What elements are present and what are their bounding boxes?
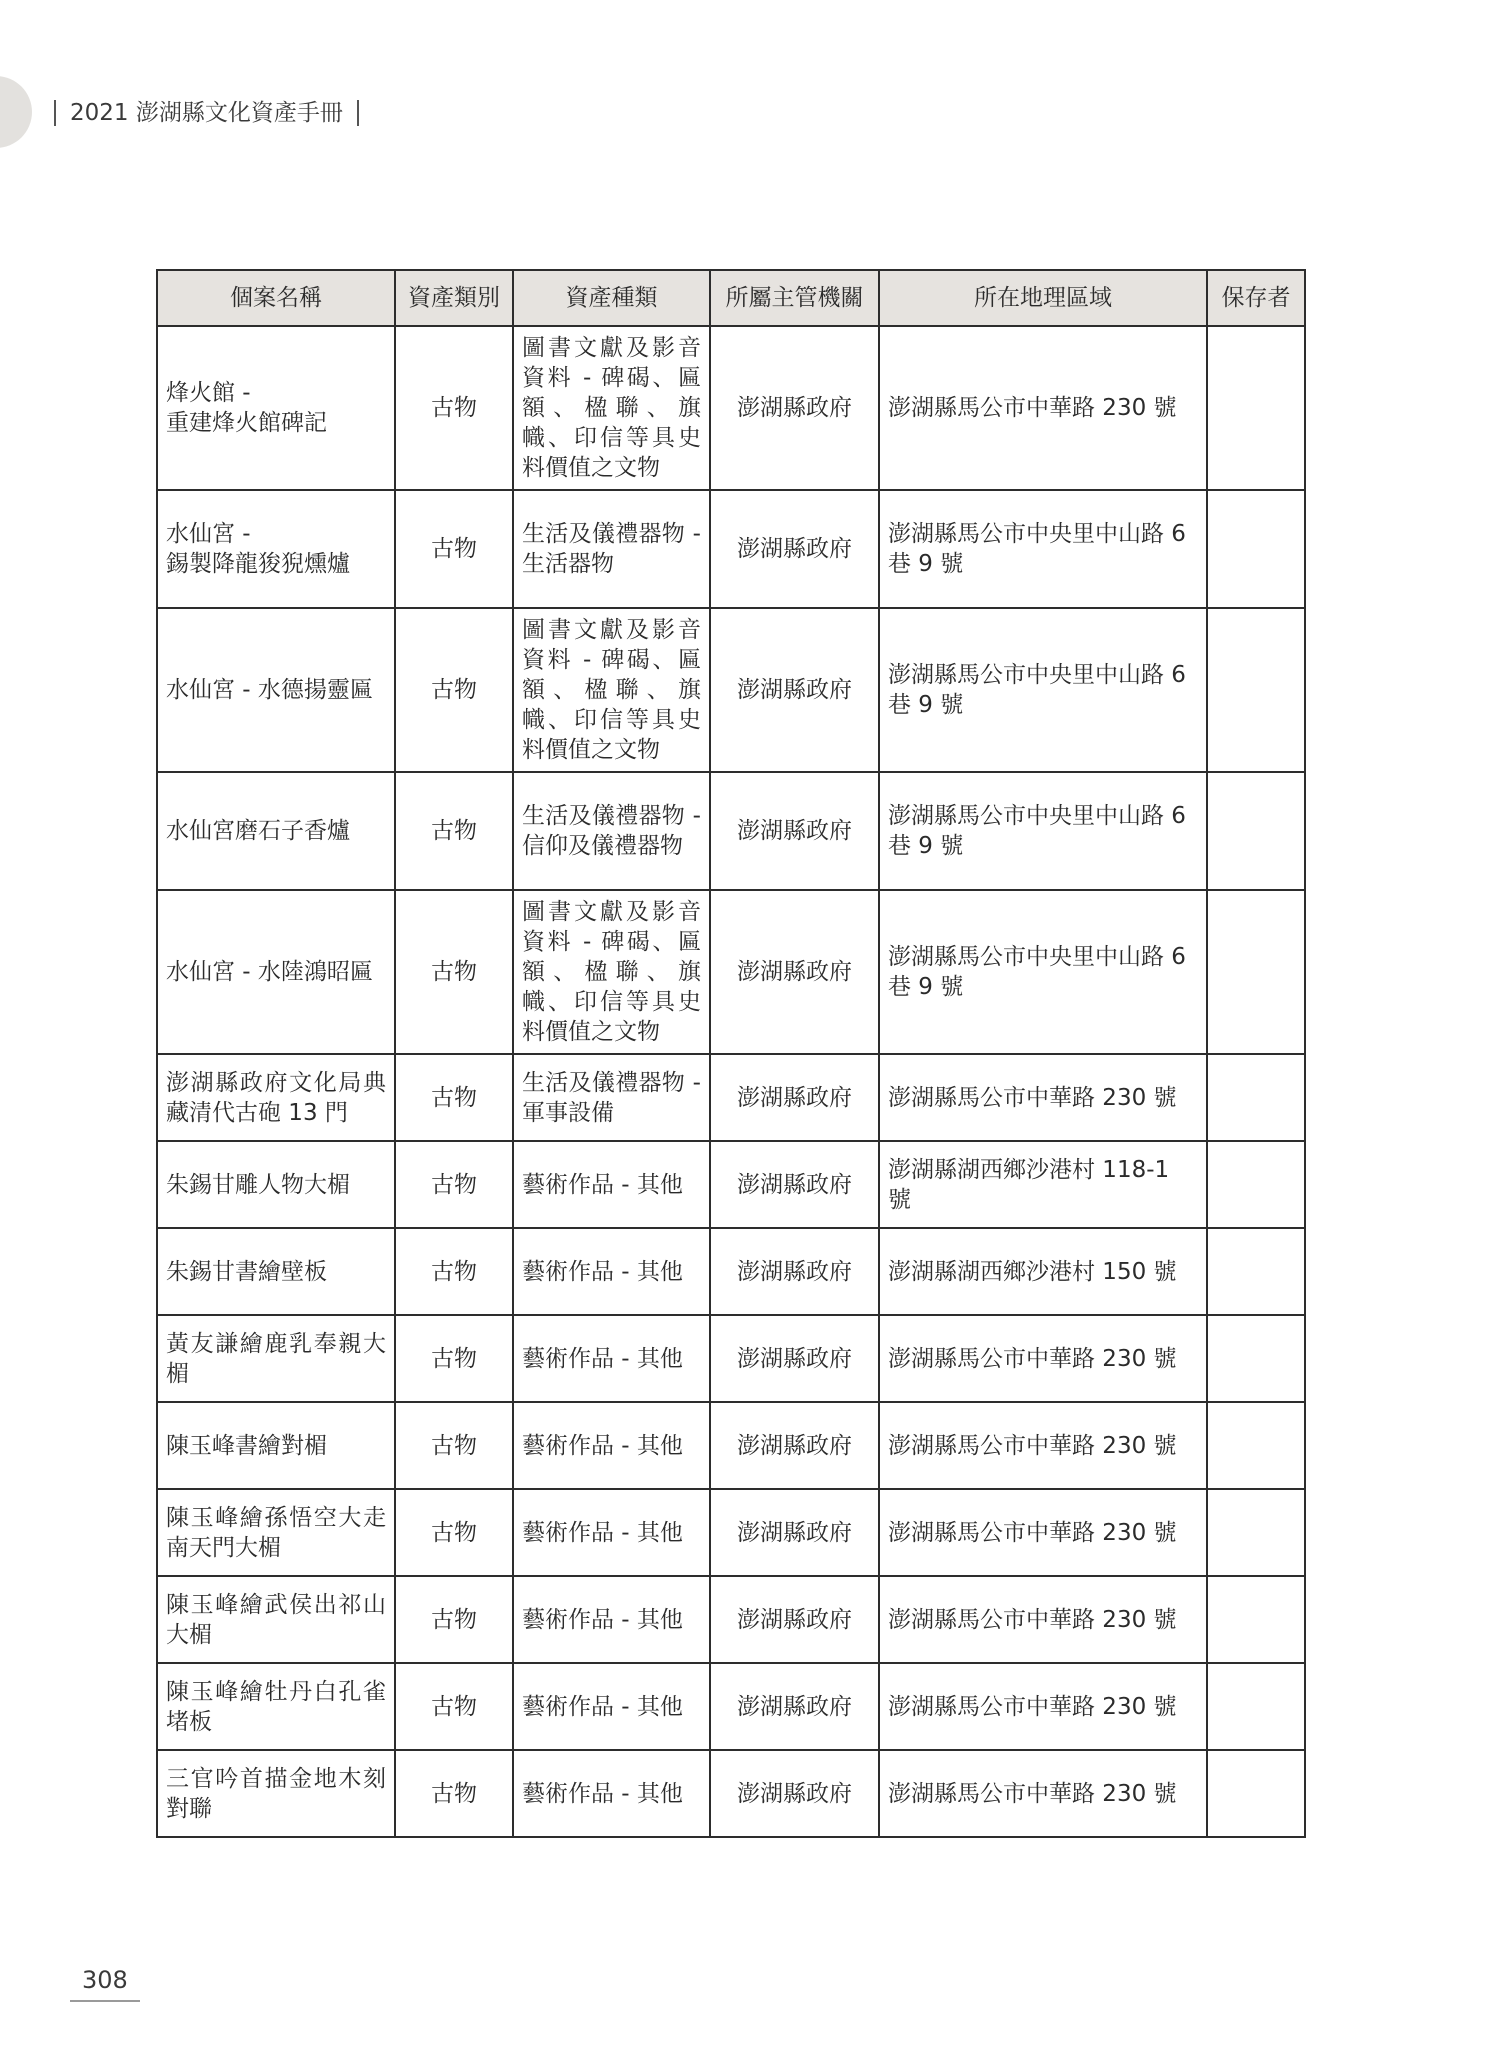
cell-authority: 澎湖縣政府 bbox=[710, 1576, 879, 1663]
cell-category: 古物 bbox=[395, 890, 513, 1054]
cell-category: 古物 bbox=[395, 772, 513, 890]
table-row bbox=[157, 326, 1305, 490]
table-row bbox=[157, 1663, 1305, 1750]
cell-category: 古物 bbox=[395, 326, 513, 490]
name-line: 重建烽火館碑記 bbox=[166, 410, 327, 436]
cell-location: 澎湖縣湖西鄉沙港村 150 號 bbox=[879, 1228, 1207, 1315]
cell-name: 黃友謙繪鹿乳奉親大楣 bbox=[157, 1315, 395, 1402]
cell-authority: 澎湖縣政府 bbox=[710, 1315, 879, 1402]
cell-name: 澎湖縣政府文化局典藏清代古砲 13 門 bbox=[157, 1054, 395, 1141]
cell-name: 朱錫甘書繪壁板 bbox=[157, 1228, 395, 1315]
cell-keeper bbox=[1207, 890, 1305, 1054]
cell-location: 澎湖縣馬公市中華路 230 號 bbox=[879, 1054, 1207, 1141]
cell-keeper bbox=[1207, 1315, 1305, 1402]
table-row bbox=[157, 772, 1305, 890]
cell-kind: 生活及儀禮器物 - 生活器物 bbox=[513, 490, 710, 608]
cell-location: 澎湖縣馬公市中華路 230 號 bbox=[879, 1663, 1207, 1750]
cell-location: 澎湖縣馬公市中央里中山路 6 巷 9 號 bbox=[879, 772, 1207, 890]
cell-keeper bbox=[1207, 608, 1305, 772]
header-right-bar bbox=[357, 100, 359, 126]
cell-keeper bbox=[1207, 1750, 1305, 1837]
cell-location: 澎湖縣馬公市中華路 230 號 bbox=[879, 1402, 1207, 1489]
name-line: 錫製降龍狻猊燻爐 bbox=[166, 551, 350, 577]
cell-location: 澎湖縣馬公市中華路 230 號 bbox=[879, 1750, 1207, 1837]
cell-kind: 藝術作品 - 其他 bbox=[513, 1750, 710, 1837]
cell-category: 古物 bbox=[395, 1402, 513, 1489]
header-title: 2021 澎湖縣文化資產手冊 bbox=[70, 100, 343, 126]
cell-kind: 生活及儀禮器物 - 軍事設備 bbox=[513, 1054, 710, 1141]
table-row bbox=[157, 490, 1305, 608]
table-row bbox=[157, 1576, 1305, 1663]
cell-kind: 藝術作品 - 其他 bbox=[513, 1315, 710, 1402]
cell-authority: 澎湖縣政府 bbox=[710, 1489, 879, 1576]
cell-kind: 生活及儀禮器物 - 信仰及儀禮器物 bbox=[513, 772, 710, 890]
cell-authority: 澎湖縣政府 bbox=[710, 1402, 879, 1489]
table-row bbox=[157, 1402, 1305, 1489]
table-row bbox=[157, 1054, 1305, 1141]
cell-name: 陳玉峰繪孫悟空大走南天門大楣 bbox=[157, 1489, 395, 1576]
cell-name bbox=[157, 490, 395, 608]
cell-keeper bbox=[1207, 1663, 1305, 1750]
running-header bbox=[54, 96, 359, 130]
cell-authority: 澎湖縣政府 bbox=[710, 608, 879, 772]
cell-keeper bbox=[1207, 1054, 1305, 1141]
cell-keeper bbox=[1207, 772, 1305, 890]
column-header-kind: 資產種類 bbox=[513, 270, 710, 326]
cell-kind: 圖書文獻及影音資料 - 碑碣、匾額、楹聯、旗幟、印信等具史料價值之文物 bbox=[513, 890, 710, 1054]
cell-category: 古物 bbox=[395, 1663, 513, 1750]
cell-location: 澎湖縣馬公市中華路 230 號 bbox=[879, 1489, 1207, 1576]
cell-keeper bbox=[1207, 1489, 1305, 1576]
cell-keeper bbox=[1207, 326, 1305, 490]
cell-location: 澎湖縣馬公市中華路 230 號 bbox=[879, 1315, 1207, 1402]
cell-keeper bbox=[1207, 1228, 1305, 1315]
cultural-asset-table bbox=[156, 269, 1306, 1838]
table-row bbox=[157, 1489, 1305, 1576]
column-header-category: 資產類別 bbox=[395, 270, 513, 326]
table-row bbox=[157, 1141, 1305, 1228]
cell-location: 澎湖縣馬公市中華路 230 號 bbox=[879, 1576, 1207, 1663]
cell-name: 三官吟首描金地木刻對聯 bbox=[157, 1750, 395, 1837]
cell-location: 澎湖縣馬公市中華路 230 號 bbox=[879, 326, 1207, 490]
cell-category: 古物 bbox=[395, 1315, 513, 1402]
cell-name: 朱錫甘雕人物大楣 bbox=[157, 1141, 395, 1228]
cell-keeper bbox=[1207, 1402, 1305, 1489]
cell-name bbox=[157, 326, 395, 490]
column-header-authority: 所屬主管機關 bbox=[710, 270, 879, 326]
cell-location: 澎湖縣馬公市中央里中山路 6 巷 9 號 bbox=[879, 490, 1207, 608]
cell-category: 古物 bbox=[395, 1489, 513, 1576]
table-row bbox=[157, 1228, 1305, 1315]
cell-kind: 藝術作品 - 其他 bbox=[513, 1141, 710, 1228]
cell-authority: 澎湖縣政府 bbox=[710, 1141, 879, 1228]
cell-keeper bbox=[1207, 1141, 1305, 1228]
cell-category: 古物 bbox=[395, 1141, 513, 1228]
cell-kind: 藝術作品 - 其他 bbox=[513, 1228, 710, 1315]
cell-category: 古物 bbox=[395, 1576, 513, 1663]
cell-authority: 澎湖縣政府 bbox=[710, 890, 879, 1054]
cell-category: 古物 bbox=[395, 490, 513, 608]
cell-location: 澎湖縣馬公市中央里中山路 6 巷 9 號 bbox=[879, 890, 1207, 1054]
cell-authority: 澎湖縣政府 bbox=[710, 326, 879, 490]
cell-name: 陳玉峰繪牡丹白孔雀堵板 bbox=[157, 1663, 395, 1750]
cell-authority: 澎湖縣政府 bbox=[710, 1663, 879, 1750]
header-left-bar bbox=[54, 100, 56, 126]
cell-category: 古物 bbox=[395, 1054, 513, 1141]
cell-name: 水仙宮 - 水德揚靈匾 bbox=[157, 608, 395, 772]
cell-authority: 澎湖縣政府 bbox=[710, 490, 879, 608]
table-row bbox=[157, 1750, 1305, 1837]
cell-authority: 澎湖縣政府 bbox=[710, 1750, 879, 1837]
table-row bbox=[157, 890, 1305, 1054]
table-header-row bbox=[157, 270, 1305, 326]
cell-category: 古物 bbox=[395, 1228, 513, 1315]
cell-kind: 圖書文獻及影音資料 - 碑碣、匾額、楹聯、旗幟、印信等具史料價值之文物 bbox=[513, 326, 710, 490]
cell-name: 陳玉峰繪武侯出祁山大楣 bbox=[157, 1576, 395, 1663]
cell-kind: 藝術作品 - 其他 bbox=[513, 1576, 710, 1663]
name-line: 水仙宮 - bbox=[166, 521, 251, 547]
cell-authority: 澎湖縣政府 bbox=[710, 1228, 879, 1315]
page-tab-marker bbox=[0, 76, 32, 148]
cell-authority: 澎湖縣政府 bbox=[710, 772, 879, 890]
name-line: 烽火館 - bbox=[166, 380, 251, 406]
page-number: 308 bbox=[82, 1966, 128, 1994]
cell-kind: 藝術作品 - 其他 bbox=[513, 1402, 710, 1489]
cell-category: 古物 bbox=[395, 608, 513, 772]
cell-name: 水仙宮磨石子香爐 bbox=[157, 772, 395, 890]
cell-location: 澎湖縣湖西鄉沙港村 118-1 號 bbox=[879, 1141, 1207, 1228]
cell-keeper bbox=[1207, 1576, 1305, 1663]
table-row bbox=[157, 1315, 1305, 1402]
column-header-location: 所在地理區域 bbox=[879, 270, 1207, 326]
column-header-keeper: 保存者 bbox=[1207, 270, 1305, 326]
column-header-name: 個案名稱 bbox=[157, 270, 395, 326]
page-number-rule bbox=[70, 2000, 140, 2002]
cell-keeper bbox=[1207, 490, 1305, 608]
cell-name: 水仙宮 - 水陸鴻昭匾 bbox=[157, 890, 395, 1054]
cell-name: 陳玉峰書繪對楣 bbox=[157, 1402, 395, 1489]
cell-kind: 藝術作品 - 其他 bbox=[513, 1489, 710, 1576]
cell-authority: 澎湖縣政府 bbox=[710, 1054, 879, 1141]
cell-kind: 圖書文獻及影音資料 - 碑碣、匾額、楹聯、旗幟、印信等具史料價值之文物 bbox=[513, 608, 710, 772]
cell-category: 古物 bbox=[395, 1750, 513, 1837]
cell-kind: 藝術作品 - 其他 bbox=[513, 1663, 710, 1750]
table-row bbox=[157, 608, 1305, 772]
cell-location: 澎湖縣馬公市中央里中山路 6 巷 9 號 bbox=[879, 608, 1207, 772]
